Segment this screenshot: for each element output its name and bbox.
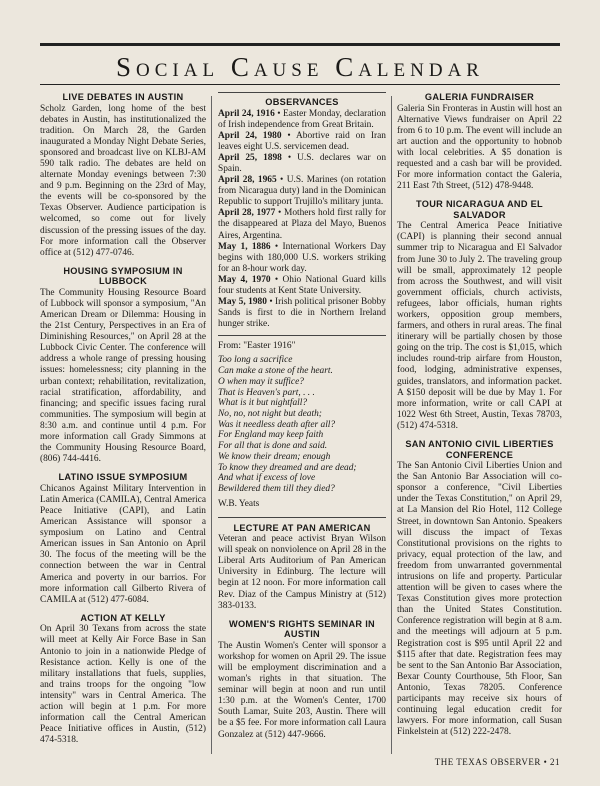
- event-text: Veteran and peace activist Bryan Wilson will speak on nonviolence on April 28 in the Liberal Arts Auditorium of Pan American University in Edinburg. The lecture will begin at 12 noon. For more information call Rev. Diaz of the Campus Ministry at (512) 383-0133.: [218, 534, 386, 611]
- section-rule: [218, 517, 386, 518]
- poem-line: O when may it suffice?: [218, 376, 304, 387]
- title-rule-bottom: [40, 84, 560, 85]
- column-divider: [211, 96, 212, 754]
- poem-line: And what if excess of love: [218, 473, 316, 484]
- observance-text: • Mothers hold first rally for the disappeared at Plaza del Mayo, Buenos Aires, Argentina.: [218, 208, 386, 241]
- column-divider: [391, 96, 392, 754]
- page-footer: THE TEXAS OBSERVER • 21: [434, 757, 560, 767]
- poem-line: We know their dream; enough: [218, 451, 331, 462]
- poem-line: Bewildered them till they died?: [218, 483, 335, 494]
- event-civil-liberties: [397, 439, 562, 738]
- observances-heading: OBSERVANCES: [265, 97, 339, 107]
- observance-entry: [218, 131, 386, 153]
- poem-line: No, no, not night but death;: [218, 408, 322, 419]
- observance-entry: [218, 153, 386, 175]
- observance-date: May 4, 1970: [218, 274, 271, 285]
- event-heading: LECTURE AT PAN AMERICAN: [233, 522, 371, 533]
- observances-list: [218, 109, 386, 331]
- page-title: Social Cause Calendar: [116, 52, 484, 82]
- observance-date: April 24, 1916: [218, 108, 275, 119]
- event-action-kelly: [40, 613, 206, 747]
- event-heading: LIVE DEBATES IN AUSTIN: [62, 92, 184, 102]
- title-rule-top: [40, 43, 560, 46]
- poem-line: That is Heaven's part, . . .: [218, 387, 315, 398]
- event-heading: ACTION AT KELLY: [80, 612, 166, 623]
- event-text: On April 30 Texans from across the state will meet at Kelly Air Force Base in San Antonio to join in a nationwide Pledge of Resistance action. Kelly is one of the military installations that fuels, supplies, and trains troops for the ongoing "low intensity" wars in Central America. The action will begin at 1 p.m. For more information call the Central American Peace Initiative offices in Austin, (512) 474-5318.: [40, 624, 206, 746]
- event-text: The Community Housing Resource Board of Lubbock will sponsor a symposium, "An American Dream or Dilemma: Housing in the 21st Century, Perspectives in an Era of Diminishing Resources," on April 28 at the Lubbock Civic Center. The conference will address a whole range of pressing housing issues: homelessness; city planning in the urban context; rehabilitation, revitalization, racial stratification, affordability, and financing; and specific issues facing rural communities. The symposium will begin at 8:30 a.m. and continue until 4 p.m. For more information call Grady Simmons at the Community Housing Resource Board, (806) 744-4416.: [40, 287, 206, 465]
- event-housing-symposium: [40, 266, 206, 466]
- observance-text: • U.S. declares war on Spain.: [218, 152, 386, 174]
- observance-text: • Easter Monday, declaration of Irish independence from Great Britain.: [218, 108, 386, 130]
- observance-date: April 25, 1898: [218, 152, 282, 163]
- event-text: The San Antonio Civil Liberties Union and the San Antonio Bar Association will co-sponsor a conference, "Civil Liberties under the Texas Constitution," on April 29, at La Mansion del Rio Hotel, 112 College Street, in downtown San Antonio. Speakers will discuss the impact of Texas Constitutional provisions on the rights to privacy, equal protection of the law, and freedom from unwarranted governmental intrusions on life and property. Particular attention will be given to cases where the Texas Constitution gives more protection than the United States Constitution. Conference registration will begin at 8 a.m. and the meetings will adjourn at 5 p.m. Registration cost is $95 until April 22 and $115 after that date. Registration fees may be sent to the San Antonio Bar Association, Bexar County Courthouse, 5th Floor, San Antonio, Texas 78205. Conference participants may receive six hours of continuing legal education credit for lawyers. For more information, call Susan Finkelstein at (512) 222-2478.: [397, 461, 562, 738]
- event-heading: TOUR NICARAGUA AND EL SALVADOR: [416, 199, 543, 220]
- event-text: The Central America Peace Initiative (CAPI) is planning their second annual summer trip to Nicaragua and El Salvador from June 30 to July 2. The traveling group will be small, approximately 12 people from across the Southwest, and will visit government officials, church activists, refugees, labor officials, human rights workers, opposition group members, farmers, and others in rural areas. The final itinerary will be partially chosen by those going on the trip. The cost is $1,015, which includes round-trip airfare from Houston, food, lodging, administrative expenses, guides, translators, and information packet. A $150 deposit will be due by May 1. For more information, write or call CAPI at 1022 West 6th Street, Austin, Texas 78703, (512) 474-5318.: [397, 221, 562, 431]
- event-heading: WOMEN'S RIGHTS SEMINAR IN AUSTIN: [229, 618, 375, 640]
- section-rule: [218, 335, 386, 336]
- event-galeria-fundraiser: [397, 92, 562, 192]
- observance-date: April 24, 1980: [218, 130, 282, 141]
- observance-entry: [218, 275, 386, 297]
- observance-date: May 5, 1980: [218, 297, 267, 308]
- observance-text: • U.S. Marines (on rotation from Nicaragua duty) land in the Dominican Republic to support Trujillo's military junta.: [218, 175, 386, 208]
- observance-entry: [218, 109, 386, 131]
- observance-entry: [218, 175, 386, 208]
- observance-date: May 1, 1886: [218, 241, 271, 252]
- observance-text: • Abortive raid on Iran leaves eight U.S. servicemen dead.: [218, 130, 386, 152]
- column-left: [40, 92, 206, 753]
- event-text: Scholz Garden, long home of the best debates in Austin, has institutionalized the tradition. On March 28, the Garden inaugurated a Monday Night Debate Series, sponsored and broadcast live on KLBJ-AM 590 talk radio. The debates are held on alternate Monday evenings between 7:30 and 9 p.m. Beginning on the 23rd of May, the events will be co-sponsored by the Texas Observer. Audience participation is welcomed, so come out for lively discussion of the pressing issues of the day. For more information call the Observer office at (512) 477-0746.: [40, 103, 206, 258]
- event-heading: GALERIA FUNDRAISER: [424, 92, 535, 102]
- poem-source: From: "Easter 1916": [218, 341, 296, 352]
- poem-block: [218, 341, 386, 509]
- poem-line: What is it but nightfall?: [218, 398, 308, 409]
- observance-entry: [218, 297, 386, 330]
- event-heading: LATINO ISSUE SYMPOSIUM: [58, 472, 188, 483]
- poem-author: W.B. Yeats: [218, 498, 260, 509]
- event-womens-rights: [218, 619, 386, 741]
- event-tour-nicaragua: [397, 199, 562, 432]
- observance-text: • International Workers Day begins with 180,000 U.S. workers striking for an 8-hour work day.: [218, 241, 386, 274]
- event-text: Galeria Sin Fronteras in Austin will host an Alternative Views fundraiser on April 22 from 6 to 10 p.m. The event will include an art auction and the opportunity to hobnob with local celebrities. A $5 donation is requested and a cash bar will be provided. For more information contact the Galeria, 211 East 7th Street, (512) 478-9448.: [397, 103, 562, 192]
- event-lecture-pan-american: [218, 523, 386, 612]
- event-latino-symposium: [40, 472, 206, 606]
- event-live-debates: [40, 92, 206, 259]
- event-text: Chicanos Against Military Intervention in Latin America (CAMILA), Central America Peace Initiative (CAPI), and Latin American Assistance will sponsor a symposium on Latino and Central American issues in San Antonio on April 30. The focus of the meeting will be the connection between the war in Central America and poverty in our barrios. For more information call Gilberto Rivera of CAMILA at (512) 477-6084.: [40, 483, 206, 605]
- observance-date: April 28, 1965: [218, 175, 277, 186]
- observance-text: • Ohio National Guard kills four students at Kent State University.: [218, 274, 386, 296]
- poem-line: Too long a sacrifice: [218, 355, 293, 366]
- observance-text: • Irish political prisoner Bobby Sands is first to die in Northern Ireland hunger strike.: [218, 297, 386, 330]
- observance-date: April 28, 1977: [218, 208, 276, 219]
- section-rule: [218, 92, 386, 93]
- column-right: [397, 92, 562, 745]
- event-heading: SAN ANTONIO CIVIL LIBERTIES CONFERENCE: [405, 439, 554, 460]
- observance-entry: [218, 208, 386, 241]
- poem-line: Can make a stone of the heart.: [218, 366, 333, 377]
- event-text: The Austin Women's Center will sponsor a workshop for women on April 29. The issue will be employment discrimination and a woman's rights in that situation. The seminar will begin at noon and run until 1:30 p.m. at the Women's Center, 1700 South Lamar, Suite 203, Austin. There will be a $5 fee. For more information call Laura Gonzalez at (512) 447-9666.: [218, 640, 386, 740]
- poem-line: Was it needless death after all?: [218, 419, 336, 430]
- column-middle: [218, 92, 386, 748]
- poem-line: For England may keep faith: [218, 430, 324, 441]
- event-heading: HOUSING SYMPOSIUM IN LUBBOCK: [63, 265, 183, 287]
- observance-entry: [218, 242, 386, 275]
- poem-line: To know they dreamed and are dead;: [218, 462, 357, 473]
- poem-line: For all that is done and said.: [218, 441, 328, 452]
